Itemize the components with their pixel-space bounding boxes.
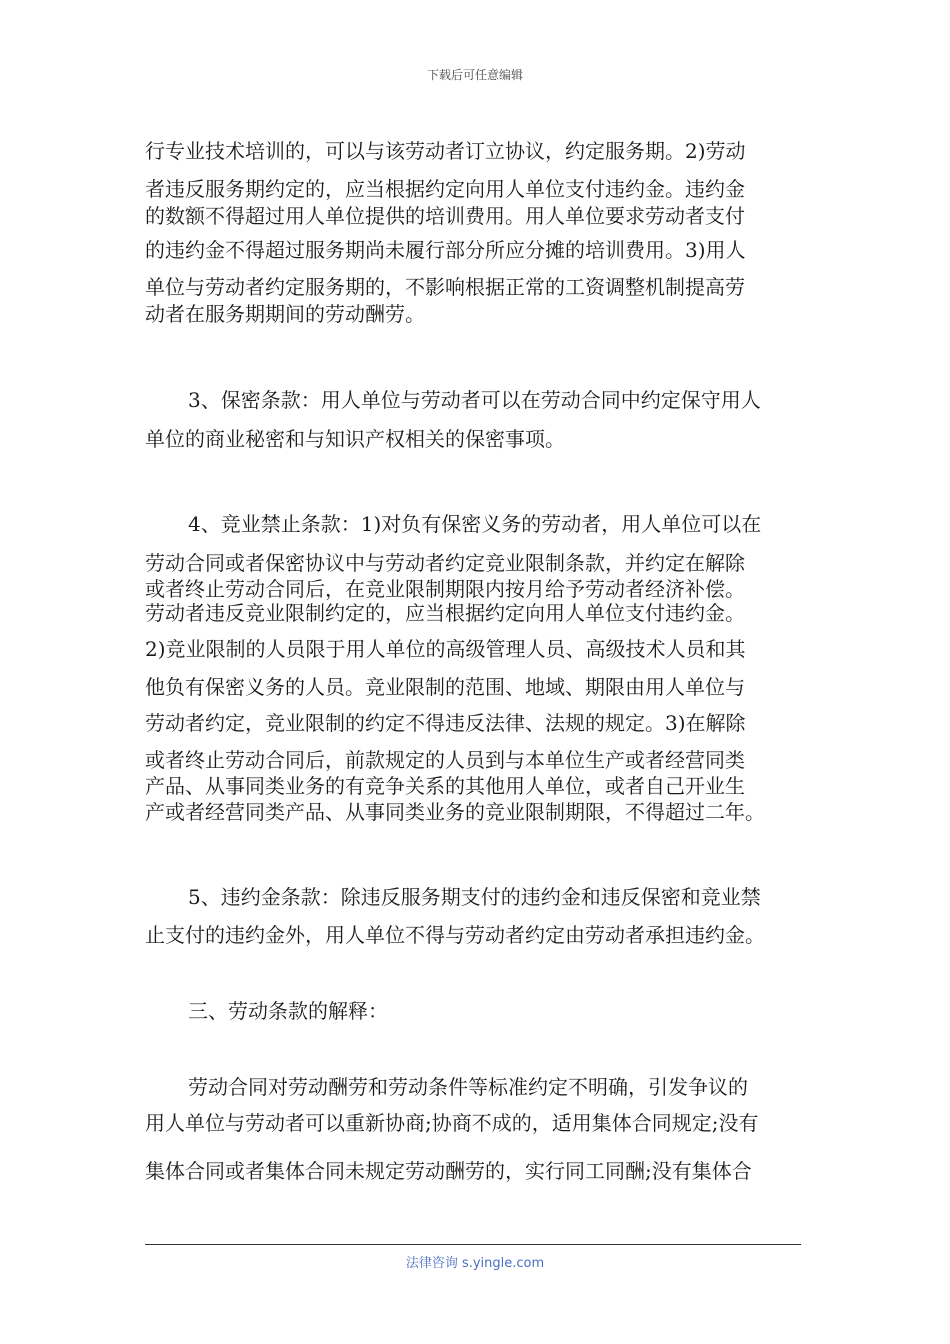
- section-heading: 三、劳动条款的解释：: [188, 999, 388, 1023]
- text-line: 或者终止劳动合同后，在竞业限制期限内按月给予劳动者经济补偿。: [145, 577, 745, 601]
- text-line: 用人单位与劳动者可以重新协商;协商不成的，适用集体合同规定;没有: [145, 1111, 759, 1135]
- text-line: 或者终止劳动合同后，前款规定的人员到与本单位生产或者经营同类: [145, 748, 745, 772]
- text-line: 他负有保密义务的人员。竞业限制的范围、地域、期限由用人单位与: [145, 675, 745, 699]
- footer-divider: [145, 1244, 801, 1245]
- text-line: 动者在服务期期间的劳动酬劳。: [145, 302, 425, 326]
- text-line: 者违反服务期约定的，应当根据约定向用人单位支付违约金。违约金: [145, 177, 745, 201]
- text-line: 2)竞业限制的人员限于用人单位的高级管理人员、高级技术人员和其: [145, 637, 746, 661]
- text-line: 4、竞业禁止条款：1)对负有保密义务的劳动者，用人单位可以在: [188, 512, 762, 536]
- text-line: 单位与劳动者约定服务期的，不影响根据正常的工资调整机制提高劳: [145, 275, 745, 299]
- text-line: 集体合同或者集体合同未规定劳动酬劳的，实行同工同酬;没有集体合: [145, 1159, 752, 1183]
- text-line: 的数额不得超过用人单位提供的培训费用。用人单位要求劳动者支付: [145, 204, 745, 228]
- text-line: 单位的商业秘密和与知识产权相关的保密事项。: [145, 427, 565, 451]
- text-line: 3、保密条款：用人单位与劳动者可以在劳动合同中约定保守用人: [188, 388, 761, 412]
- text-line: 产或者经营同类产品、从事同类业务的竞业限制期限，不得超过二年。: [145, 800, 765, 824]
- text-line: 的违约金不得超过服务期尚未履行部分所应分摊的培训费用。3)用人: [145, 238, 746, 262]
- text-line: 产品、从事同类业务的有竞争关系的其他用人单位，或者自己开业生: [145, 774, 745, 798]
- text-line: 5、违约金条款：除违反服务期支付的违约金和违反保密和竞业禁: [188, 885, 761, 909]
- text-line: 劳动者约定，竞业限制的约定不得违反法律、法规的规定。3)在解除: [145, 711, 746, 735]
- text-line: 劳动者违反竞业限制约定的，应当根据约定向用人单位支付违约金。: [145, 601, 745, 625]
- page-header: 下载后可任意编辑: [426, 68, 523, 82]
- text-line: 劳动合同对劳动酬劳和劳动条件等标准约定不明确，引发争议的: [188, 1075, 748, 1099]
- text-line: 劳动合同或者保密协议中与劳动者约定竞业限制条款，并约定在解除: [145, 551, 745, 575]
- text-line: 行专业技术培训的，可以与该劳动者订立协议，约定服务期。2)劳动: [145, 139, 746, 163]
- text-line: 止支付的违约金外，用人单位不得与劳动者约定由劳动者承担违约金。: [145, 923, 765, 947]
- page-footer: 法律咨询 s.yingle.com: [405, 1256, 545, 1271]
